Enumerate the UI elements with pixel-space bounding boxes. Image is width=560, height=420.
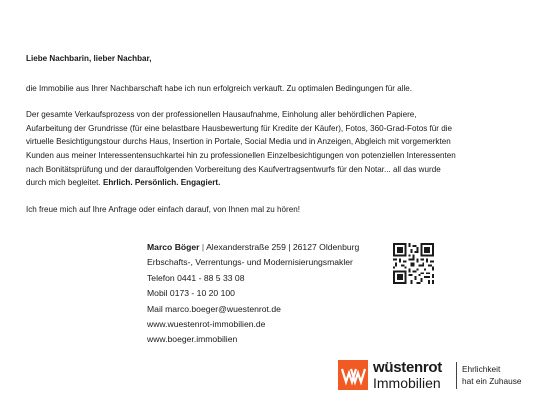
process-paragraph — [26, 108, 538, 190]
brand-logo — [338, 360, 538, 392]
contact-phone[interactable]: Telefon 0441 - 88 5 33 08 — [147, 272, 245, 283]
process-line: durch mich begleitet. — [26, 178, 101, 188]
slogan: Ehrlich. Persönlich. Engagiert. — [102, 178, 221, 188]
contact-website-link[interactable]: www.wuestenrot-immobilien.de — [147, 319, 266, 330]
process-line: virtuelle Besichtigungstour durchs Haus, Insertion in Portale, Social Media und in Anzeigen, Abgleich mit vorgemerkten — [26, 137, 451, 147]
contact-name: Marco Böger — [147, 242, 200, 252]
contact-title: Erbschafts-, Verrentungs- und Modernisierungsmakler — [147, 257, 353, 268]
process-line: Der gesamte Verkaufsprozess von der professionellen Hausaufnahme, Einholung aller behördlichen Papiere, — [26, 110, 417, 120]
intro-paragraph: die Immobilie aus Ihrer Nachbarschaft habe ich nun erfolgreich verkauft. Zu optimalen Bedingungen für alle. — [26, 83, 413, 93]
closing-paragraph: Ich freue mich auf Ihre Anfrage oder einfach darauf, von Ihnen mal zu hören! — [26, 204, 301, 214]
contact-address: Alexanderstraße 259 | 26127 Oldenburg — [206, 242, 360, 252]
process-line: Kunden aus meiner Interessentensuchkartei hin zu professionellen Einzelbesichtigungen von potenziellen Interessenten — [26, 150, 456, 160]
process-line: nach Bonitätsprüfung und der darauffolgenden Vorbereitung des Kaufvertragsentwurfs für den Notar... all das wurde — [26, 164, 441, 174]
qr-code-icon[interactable] — [393, 243, 434, 284]
letter-body — [26, 52, 538, 229]
contact-name-row — [147, 240, 397, 255]
brand-subtitle: Immobilien — [373, 375, 441, 391]
contact-mobile[interactable]: Mobil 0173 - 10 20 100 — [147, 288, 235, 299]
tagline-line: Ehrlichkeit — [462, 364, 501, 374]
tagline-line: hat ein Zuhause — [462, 376, 522, 386]
wuestenrot-ww-logo — [338, 360, 368, 390]
contact-email[interactable]: Mail marco.boeger@wuestenrot.de — [147, 303, 281, 314]
brand-name: wüstenrot — [373, 359, 442, 376]
separator: | — [201, 242, 207, 252]
contact-website-link[interactable]: www.boeger.immobilien — [147, 334, 238, 345]
greeting: Liebe Nachbarin, lieber Nachbar, — [26, 54, 152, 63]
process-line: Aufarbeitung der Grundrisse (für eine belastbare Hausbewertung für Kredite der Käufer), Fotos, 360-Grad-Fotos für die — [26, 123, 453, 133]
contact-block — [147, 240, 397, 348]
brand-tagline — [462, 363, 522, 387]
brand-divider — [456, 362, 457, 389]
